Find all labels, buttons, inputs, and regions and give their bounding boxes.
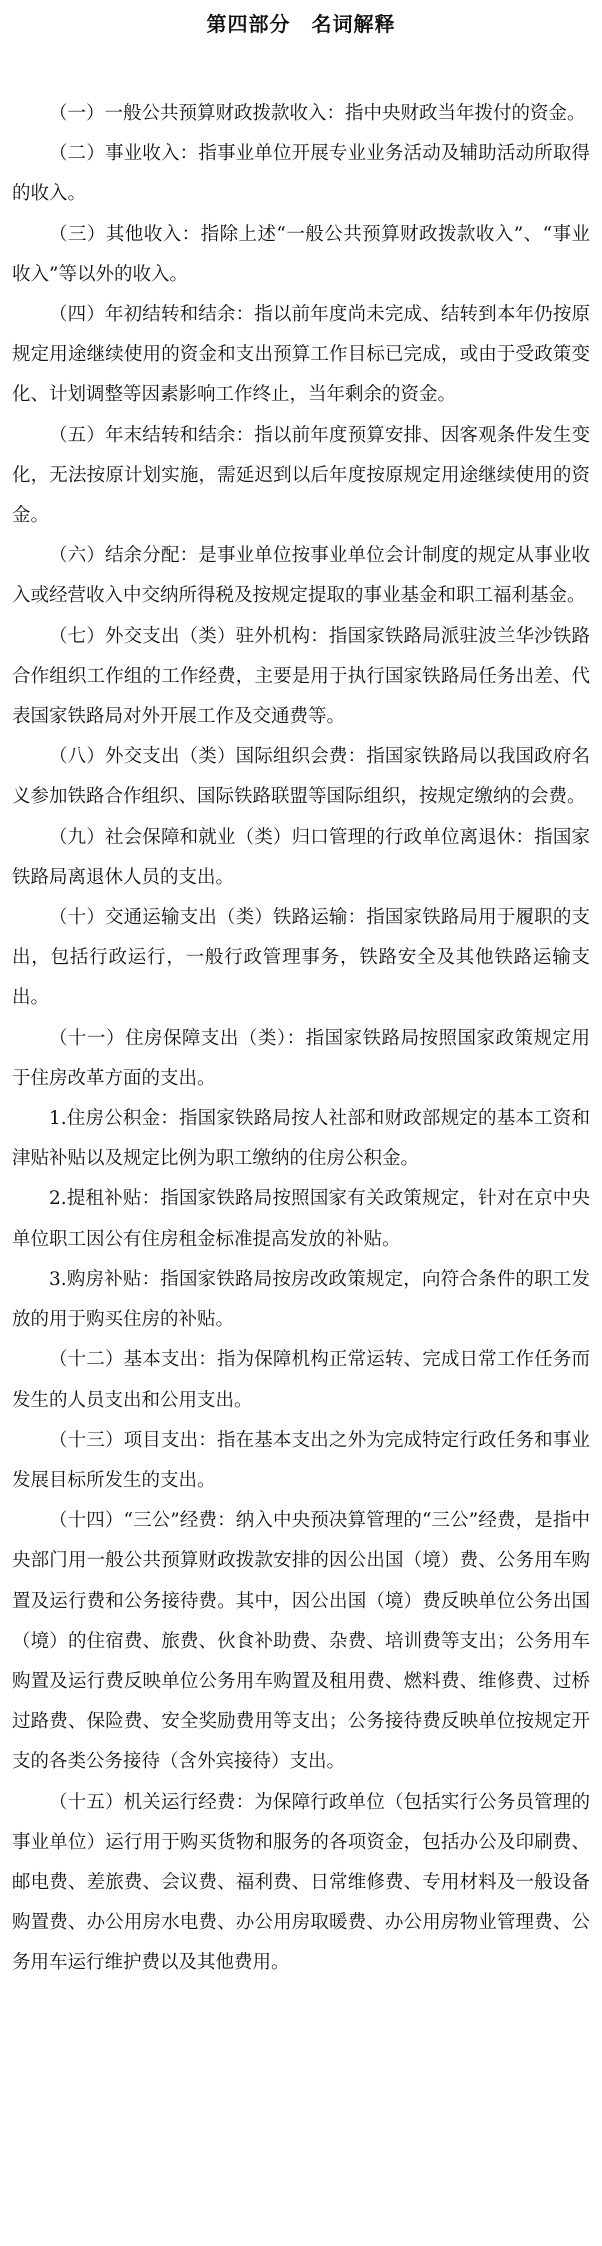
definition-paragraph: （五）年末结转和结余：指以前年度预算安排、因客观条件发生变化，无法按原计划实施，需延迟到以后年度按原规定用途继续使用的资金。 (12, 424, 590, 527)
definition-subitem: 2.提租补贴：指国家铁路局按照国家有关政策规定，针对在京中央单位职工因公有住房租金标准提高发放的补贴。 (12, 1188, 590, 1250)
definition-subitem: 3.购房补贴：指国家铁路局按房改政策规定，向符合条件的职工发放的用于购买住房的补贴。 (12, 1268, 590, 1331)
definition-paragraph: （六）结余分配：是事业单位按事业单位会计制度的规定从事业收入或经营收入中交纳所得税及按规定提取的事业基金和职工福利基金。 (12, 545, 590, 607)
definition-paragraph: （十五）机关运行经费：为保障行政单位（包括实行公务员管理的事业单位）运行用于购买货物和服务的各项资金，包括办公及印刷费、邮电费、差旅费、会议费、福利费、日常维修费、专用材料及一般设备购置费、办公用房水电费、办公用房取暖费、办公用房物业管理费、公务用车运行维护费以及其他费用。 (12, 1791, 590, 1974)
definition-subitem: 1.住房公积金：指国家铁路局按人社部和财政部规定的基本工资和津贴补贴以及规定比例为职工缴纳的住房公积金。 (12, 1108, 590, 1170)
definition-paragraph: （十一）住房保障支出（类）：指国家铁路局按照国家政策规定用于住房改革方面的支出。 (12, 1027, 590, 1089)
definition-paragraph: （四）年初结转和结余：指以前年度尚未完成、结转到本年仍按原规定用途继续使用的资金和支出预算工作目标已完成，或由于受政策变化、计划调整等因素影响工作终止，当年剩余的资金。 (12, 304, 590, 406)
definition-paragraph: （七）外交支出（类）驻外机构：指国家铁路局派驻波兰华沙铁路合作组织工作组的工作经费，主要是用于执行国家铁路局任务出差、代表国家铁路局对外开展工作及交通费等。 (12, 625, 590, 728)
definition-paragraph: （十三）项目支出：指在基本支出之外为完成特定行政任务和事业发展目标所发生的支出。 (12, 1429, 590, 1491)
definition-paragraph: （一）一般公共预算财政拨款收入：指中央财政当年拨付的资金。 (49, 103, 586, 124)
definition-paragraph: （八）外交支出（类）国际组织会费：指国家铁路局以我国政府名义参加铁路合作组织、国际铁路联盟等国际组织，按规定缴纳的会费。 (12, 746, 590, 808)
definition-paragraph: （十）交通运输支出（类）铁路运输：指国家铁路局用于履职的支出，包括行政运行，一般行政管理事务，铁路安全及其他铁路运输支出。 (12, 907, 590, 1009)
page-title: 第四部分 名词解释 (206, 12, 396, 36)
definition-paragraph: （三）其他收入：指除上述“一般公共预算财政拨款收入”、“事业收入”等以外的收入。 (12, 223, 590, 285)
definition-paragraph: （二）事业收入：指事业单位开展专业业务活动及辅助活动所取得的收入。 (12, 143, 590, 205)
definition-paragraph: （十四）“三公”经费：纳入中央预决算管理的“三公”经费，是指中央部门用一般公共预算财政拨款安排的因公出国（境）费、公务用车购置及运行费和公务接待费。其中，因公出国（境）费反映单位公务出国（境）的住宿费、旅费、伙食补助费、杂费、培训费等支出；公务用车购置及运行费反映单位公务用车购置及租用费、燃料费、维修费、过桥过路费、保险费、安全奖励费用等支出；公务接待费反映单位按规定开支的各类公务接待（含外宾接待）支出。 (12, 1510, 590, 1773)
definition-paragraph: （九）社会保障和就业（类）归口管理的行政单位离退休：指国家铁路局离退休人员的支出。 (12, 826, 590, 888)
definition-paragraph: （十二）基本支出：指为保障机构正常运转、完成日常工作任务而发生的人员支出和公用支出。 (12, 1349, 590, 1411)
definitions-body (12, 94, 590, 1984)
